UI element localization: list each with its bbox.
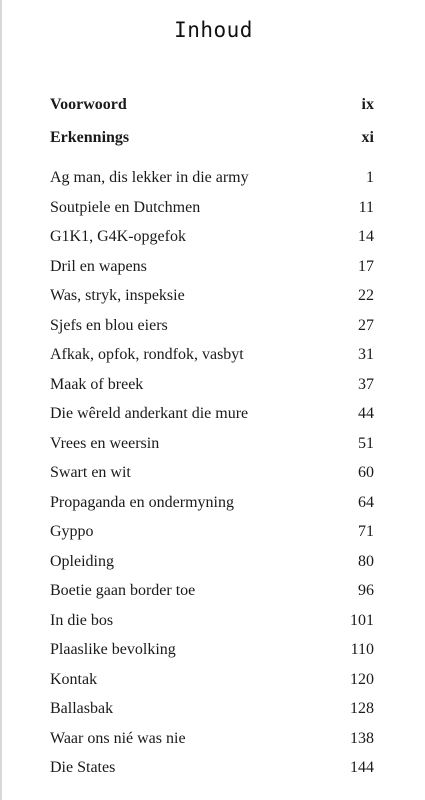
toc-entry-title: Maak of breek [50,376,144,393]
toc-entry-page: 96 [358,582,374,599]
toc-chapter-entry [50,700,374,724]
toc-entry-title: Plaaslike bevolking [50,641,176,658]
toc-entry-title: Propaganda en ondermyning [50,494,234,511]
toc-entry-page: 110 [350,641,374,658]
toc-chapter-entry [50,169,374,193]
toc-entry-page: 51 [358,435,374,452]
toc-entry-page: 44 [358,405,374,422]
toc-chapter-entry [50,405,374,429]
toc-chapter-entry [50,582,374,606]
toc-chapter-entry [50,317,374,341]
toc-chapter-entry [50,671,374,695]
toc-entry-page: 1 [366,169,374,186]
page-title: Inhoud [174,18,253,42]
toc-entry-title: Kontak [50,671,98,688]
toc-chapter-entry [50,464,374,488]
toc-front-entry [50,96,374,120]
toc-entry-title: Opleiding [50,553,114,570]
toc-entry-title: G1K1, G4K-opgefok [50,228,186,245]
toc-chapter-entry [50,287,374,311]
toc-entry-page: 14 [358,228,374,245]
toc-entry-page: 22 [358,287,374,304]
toc-chapter-entry [50,199,374,223]
toc-entry-page: 31 [358,346,374,363]
toc-chapter-entry [50,641,374,665]
toc-chapter-entry [50,494,374,518]
toc-chapter-entry [50,228,374,252]
toc-entry-title: Die wêreld anderkant die mure [50,405,249,422]
toc-chapter-entry [50,759,374,783]
toc-entry-title: Swart en wit [50,464,131,481]
toc-entry-page: 37 [358,376,374,393]
toc-entry-title: Ballasbak [50,700,114,717]
toc-front-entry [50,129,374,153]
toc-entry-title: Waar ons nié was nie [50,730,186,747]
toc-entry-page: 144 [350,759,374,776]
toc-chapter-entry [50,612,374,636]
toc-entry-title: Sjefs en blou eiers [50,317,168,334]
toc-entry-title: Voorwoord [50,96,127,113]
toc-entry-title: Vrees en weersin [50,435,160,452]
toc-chapter-entry [50,730,374,754]
toc-chapter-entry [50,523,374,547]
toc-entry-page: 11 [358,199,374,216]
toc-entry-title: Gyppo [50,523,94,540]
toc-entry-page: ix [361,96,374,113]
toc-entry-page: 128 [350,700,374,717]
toc-entry-title: Boetie gaan border toe [50,582,196,599]
toc-entry-page: 80 [358,553,374,570]
toc-entry-title: Erkennings [50,129,130,146]
toc-entry-page: 64 [358,494,374,511]
toc-entry-page: 60 [358,464,374,481]
toc-entry-title: Was, stryk, inspeksie [50,287,185,304]
toc-entry-page: 120 [350,671,374,688]
toc-chapter-entry [50,258,374,282]
toc-entry-title: Dril en wapens [50,258,147,275]
toc-entry-page: 138 [350,730,374,747]
toc-chapter-entry [50,346,374,370]
toc-entry-title: Afkak, opfok, rondfok, vasbyt [50,346,244,363]
toc-entry-title: Soutpiele en Dutchmen [50,199,201,216]
toc-entry-title: In die bos [50,612,114,629]
toc-chapter-entry [50,376,374,400]
toc-entry-page: 71 [358,523,374,540]
toc-entry-page: xi [361,129,374,146]
toc-entry-page: 27 [358,317,374,334]
toc-entry-title: Die States [50,759,116,776]
toc-entry-title: Ag man, dis lekker in die army [50,169,249,186]
toc-chapter-entry [50,553,374,577]
toc-entry-page: 17 [358,258,374,275]
toc-chapter-entry [50,435,374,459]
toc-entry-page: 101 [350,612,374,629]
